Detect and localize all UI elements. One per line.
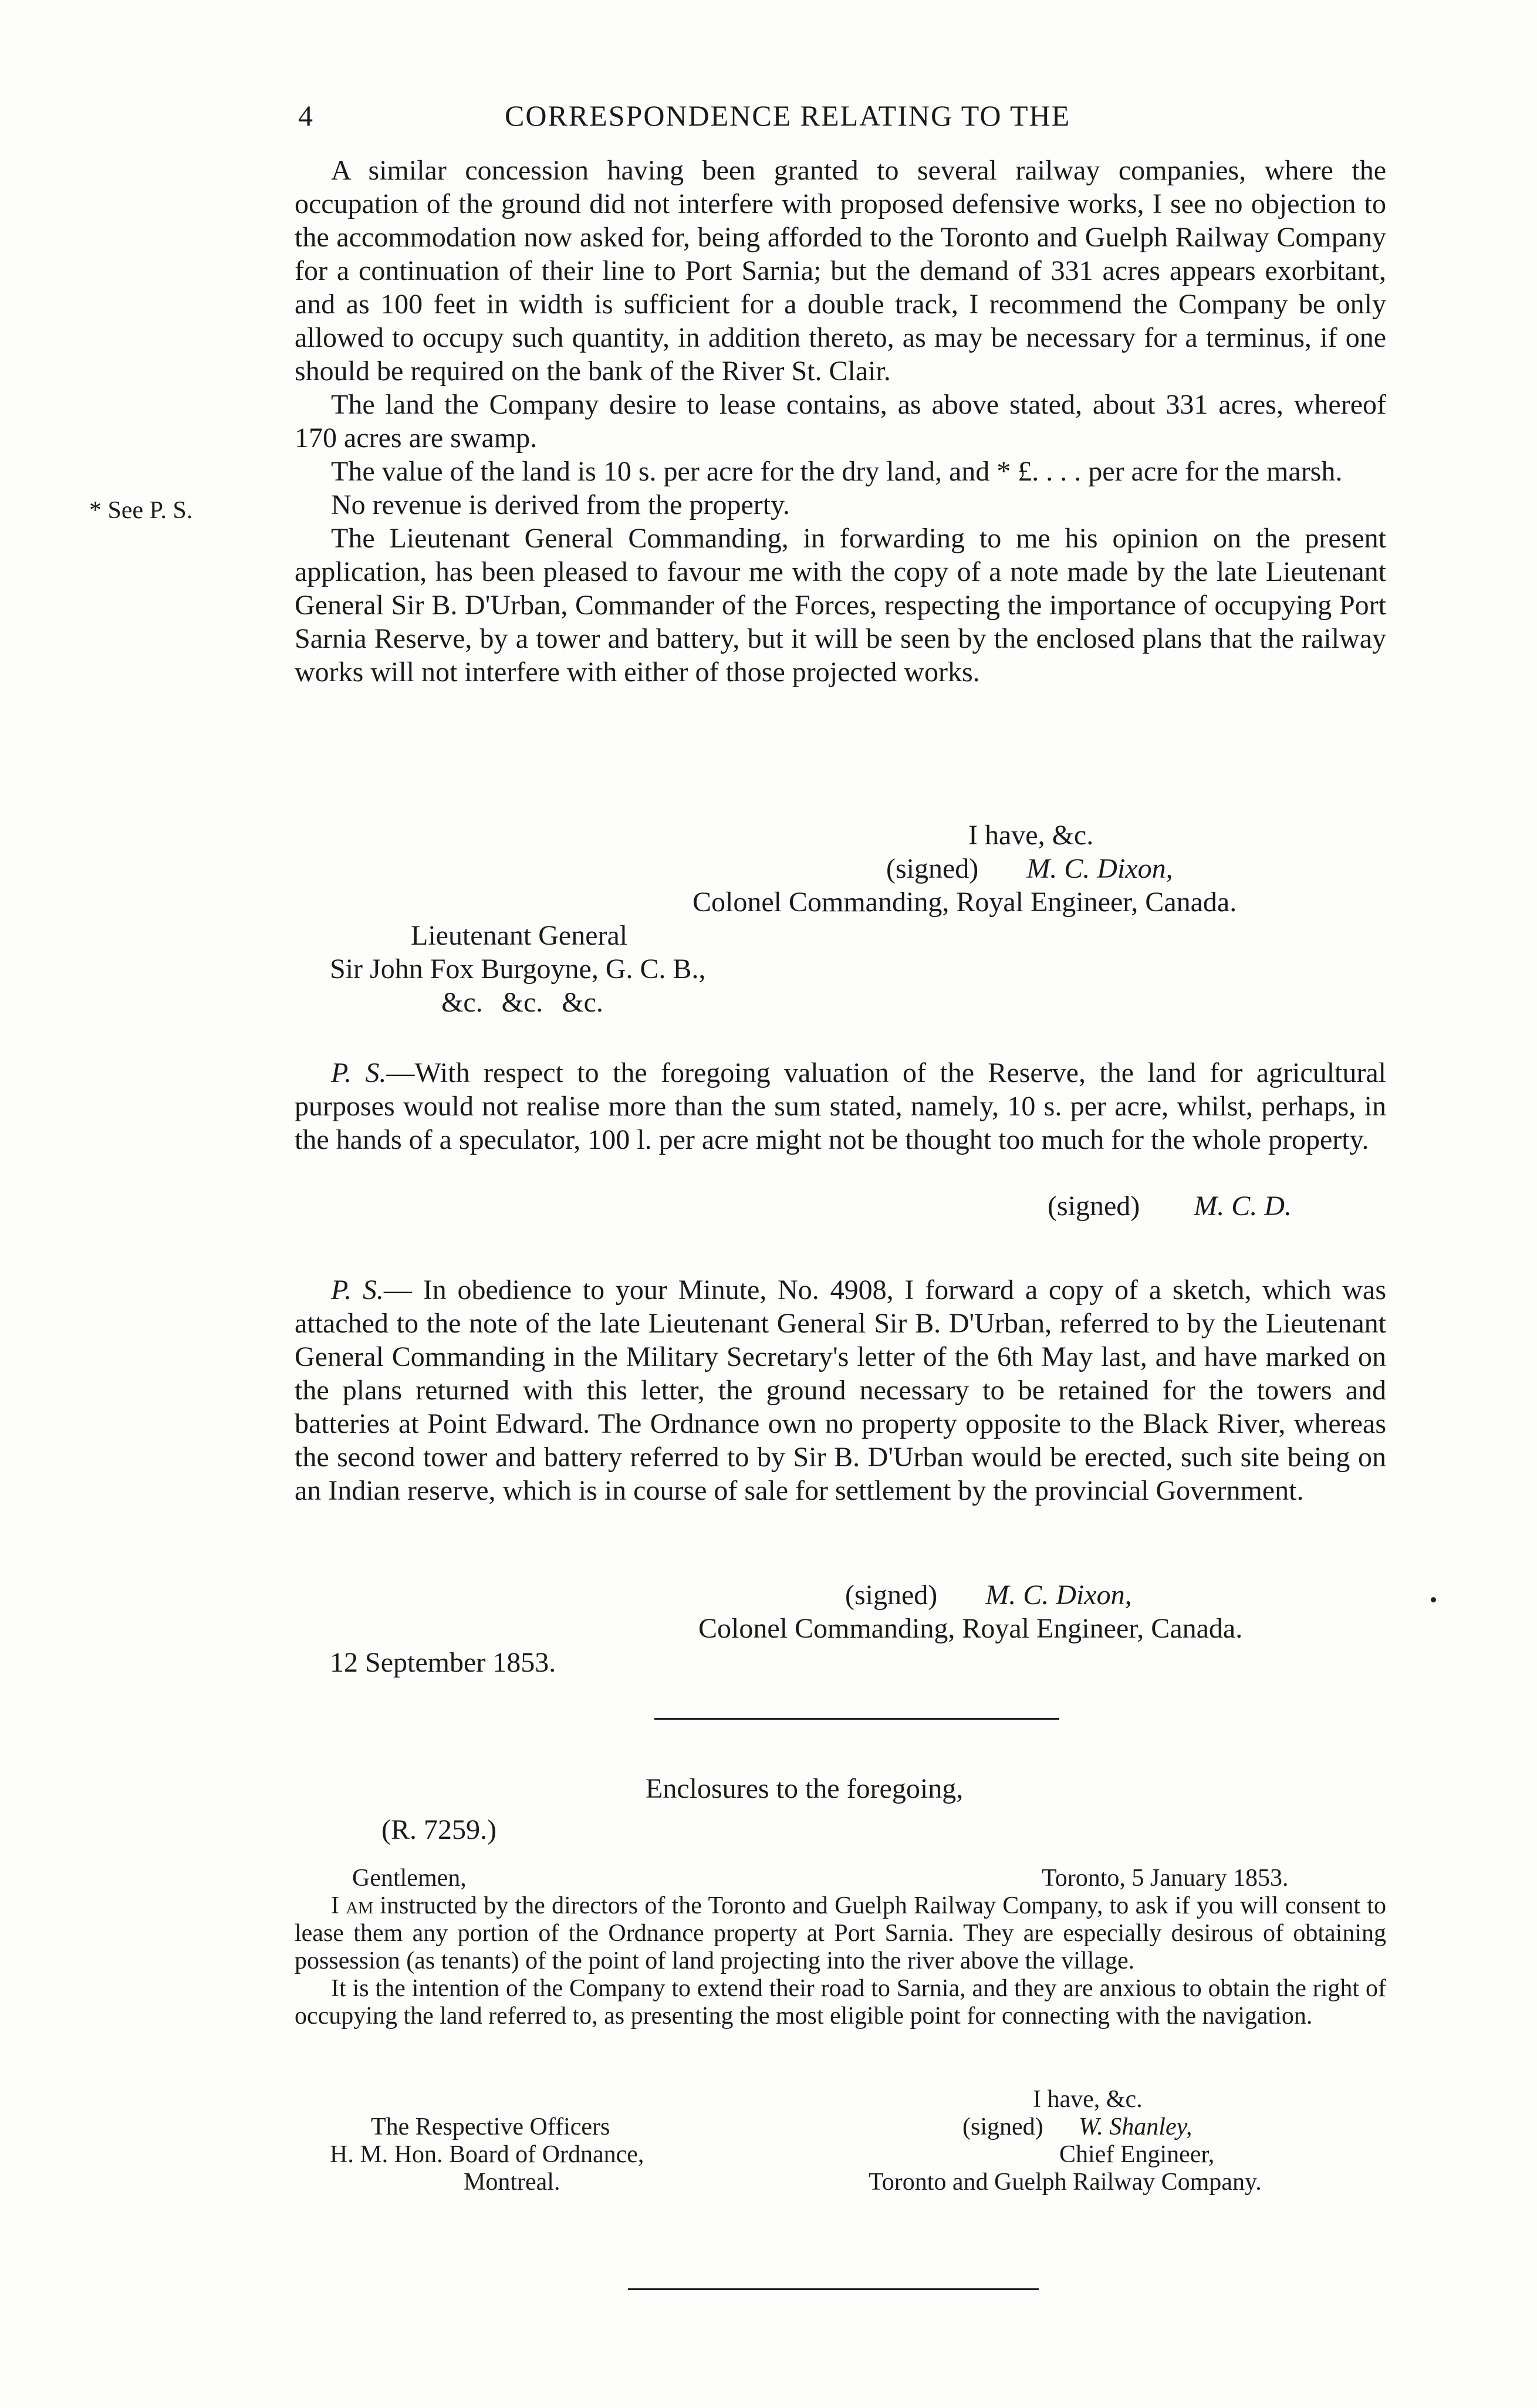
lead-words: I am [331, 1892, 374, 1919]
paragraph: The value of the land is 10 s. per acre for the dry land, and * £. . . . per acre for the marsh. [331, 456, 1343, 487]
closing: I have, &c. [1033, 2086, 1143, 2113]
initials: M. C. D. [1194, 1191, 1292, 1222]
margin-note: * See P. S. [89, 497, 193, 524]
signature: M. C. Dixon, [1026, 853, 1173, 884]
place-date: Toronto, 5 January 1853. [1042, 1865, 1289, 1892]
signed-label: (signed) [886, 853, 979, 884]
paragraph: The land the Company desire to lease contains, as above stated, about 331 acres, whereof 170 acres are swamp. [295, 389, 1386, 454]
paragraph: It is the intention of the Company to extend their road to Sarnia, and they are anxious to obtain the right of occupying the land referred to, as presenting the most eligible point for connecting with the navigation. [295, 1975, 1386, 2030]
paragraph: No revenue is derived from the property. [331, 489, 790, 520]
signed-label: (signed) [845, 1580, 938, 1611]
ps-label: P. S. [331, 1274, 384, 1306]
signer-title: Colonel Commanding, Royal Engineer, Canada. [693, 887, 1237, 918]
signed-label: (signed) [1048, 1191, 1140, 1222]
enclosure-reference: (R. 7259.) [381, 1814, 496, 1845]
divider-rule [654, 1718, 1059, 1720]
ps-label: P. S. [331, 1057, 387, 1088]
enclosure-heading: Enclosures to the foregoing, [646, 1773, 964, 1804]
signature-line [962, 2113, 1192, 2141]
page-number: 4 [298, 99, 313, 132]
signature-line [886, 852, 1173, 885]
ps-text: — In obedience to your Minute, No. 4908, I forward a copy of a sketch, which was attached to the note of the late Lieutenant General Sir B. D'Urban, referred to by the Lieutenant General Commanding in the Military Secretary's letter of the 6th May last, and have marked on the plans returned with this letter, the ground necessary to be retained for the towers and batteries at Point Edward. The Ordnance own no property opposite to the Black River, whereas the second tower and battery referred to by Sir B. D'Urban would be erected, such site being on an Indian reserve, which is in course of sale for settlement by the provincial Government. [295, 1274, 1386, 1506]
main-letter-body [295, 154, 1386, 689]
ps1-signature-line [1048, 1189, 1292, 1223]
salutation: Gentlemen, [352, 1865, 467, 1892]
signer-title: Chief Engineer, [1059, 2141, 1215, 2168]
signer-title: Toronto and Guelph Railway Company. [869, 2169, 1262, 2196]
running-title: CORRESPONDENCE RELATING TO THE [505, 99, 1071, 132]
signer-title: Colonel Commanding, Royal Engineer, Canada. [698, 1613, 1243, 1644]
signature: W. Shanley, [1079, 2113, 1193, 2140]
ink-dot [1431, 1597, 1436, 1602]
addressee-line: Sir John Fox Burgoyne, G. C. B., [330, 953, 706, 985]
addressee-line: The Respective Officers [371, 2113, 610, 2140]
signed-label: (signed) [962, 2113, 1043, 2140]
postscript-2 [295, 1273, 1386, 1507]
addressee-line: Montreal. [464, 2169, 560, 2196]
addressee-line: &c. &c. &c. [441, 987, 603, 1018]
ps-text: —With respect to the foregoing valuation of the Reserve, the land for agricultural purposes would not realise more than the sum stated, namely, 10 s. per acre, whilst, perhaps, in the hands of a speculator, 100 l. per acre might not be thought too much for the whole property. [295, 1057, 1386, 1155]
letter-date: 12 September 1853. [330, 1647, 556, 1678]
paragraph: The Lieutenant General Commanding, in forwarding to me his opinion on the present application, has been pleased to favour me with the copy of a note made by the late Lieutenant General Sir B. D'Urban, Commander of the Forces, respecting the importance of occupying Port Sarnia Reserve, by a tower and battery, but it will be seen by the enclosed plans that the railway works will not interfere with either of those projected works. [295, 523, 1386, 688]
ps2-signature-line [845, 1578, 1132, 1612]
postscript-1 [295, 1056, 1386, 1156]
paragraph: instructed by the directors of the Toronto and Guelph Railway Company, to ask if you will consent to lease them any portion of the Ordnance property at Port Sarnia. They are especially desirous of obtaining possession (as tenants) of the point of land projecting into the river above the village. [295, 1892, 1387, 1974]
divider-rule [628, 2288, 1039, 2290]
paragraph: A similar concession having been granted to several railway companies, where the occupation of the ground did not interfere with proposed defensive works, I see no objection to the accommodation now asked for, being afforded to the Toronto and Guelph Railway Company for a continuation of their line to Port Sarnia; but the demand of 331 acres appears exorbitant, and as 100 feet in width is sufficient for a double track, I recommend the Company be only allowed to occupy such quantity, in addition thereto, as may be necessary for a terminus, if one should be required on the bank of the River St. Clair. [295, 155, 1386, 387]
signature: M. C. Dixon, [985, 1580, 1132, 1611]
addressee-line: Lieutenant General [411, 920, 628, 951]
enclosure-body [295, 1892, 1386, 2030]
addressee-line: H. M. Hon. Board of Ordnance, [330, 2141, 644, 2168]
closing: I have, &c. [968, 820, 1094, 851]
